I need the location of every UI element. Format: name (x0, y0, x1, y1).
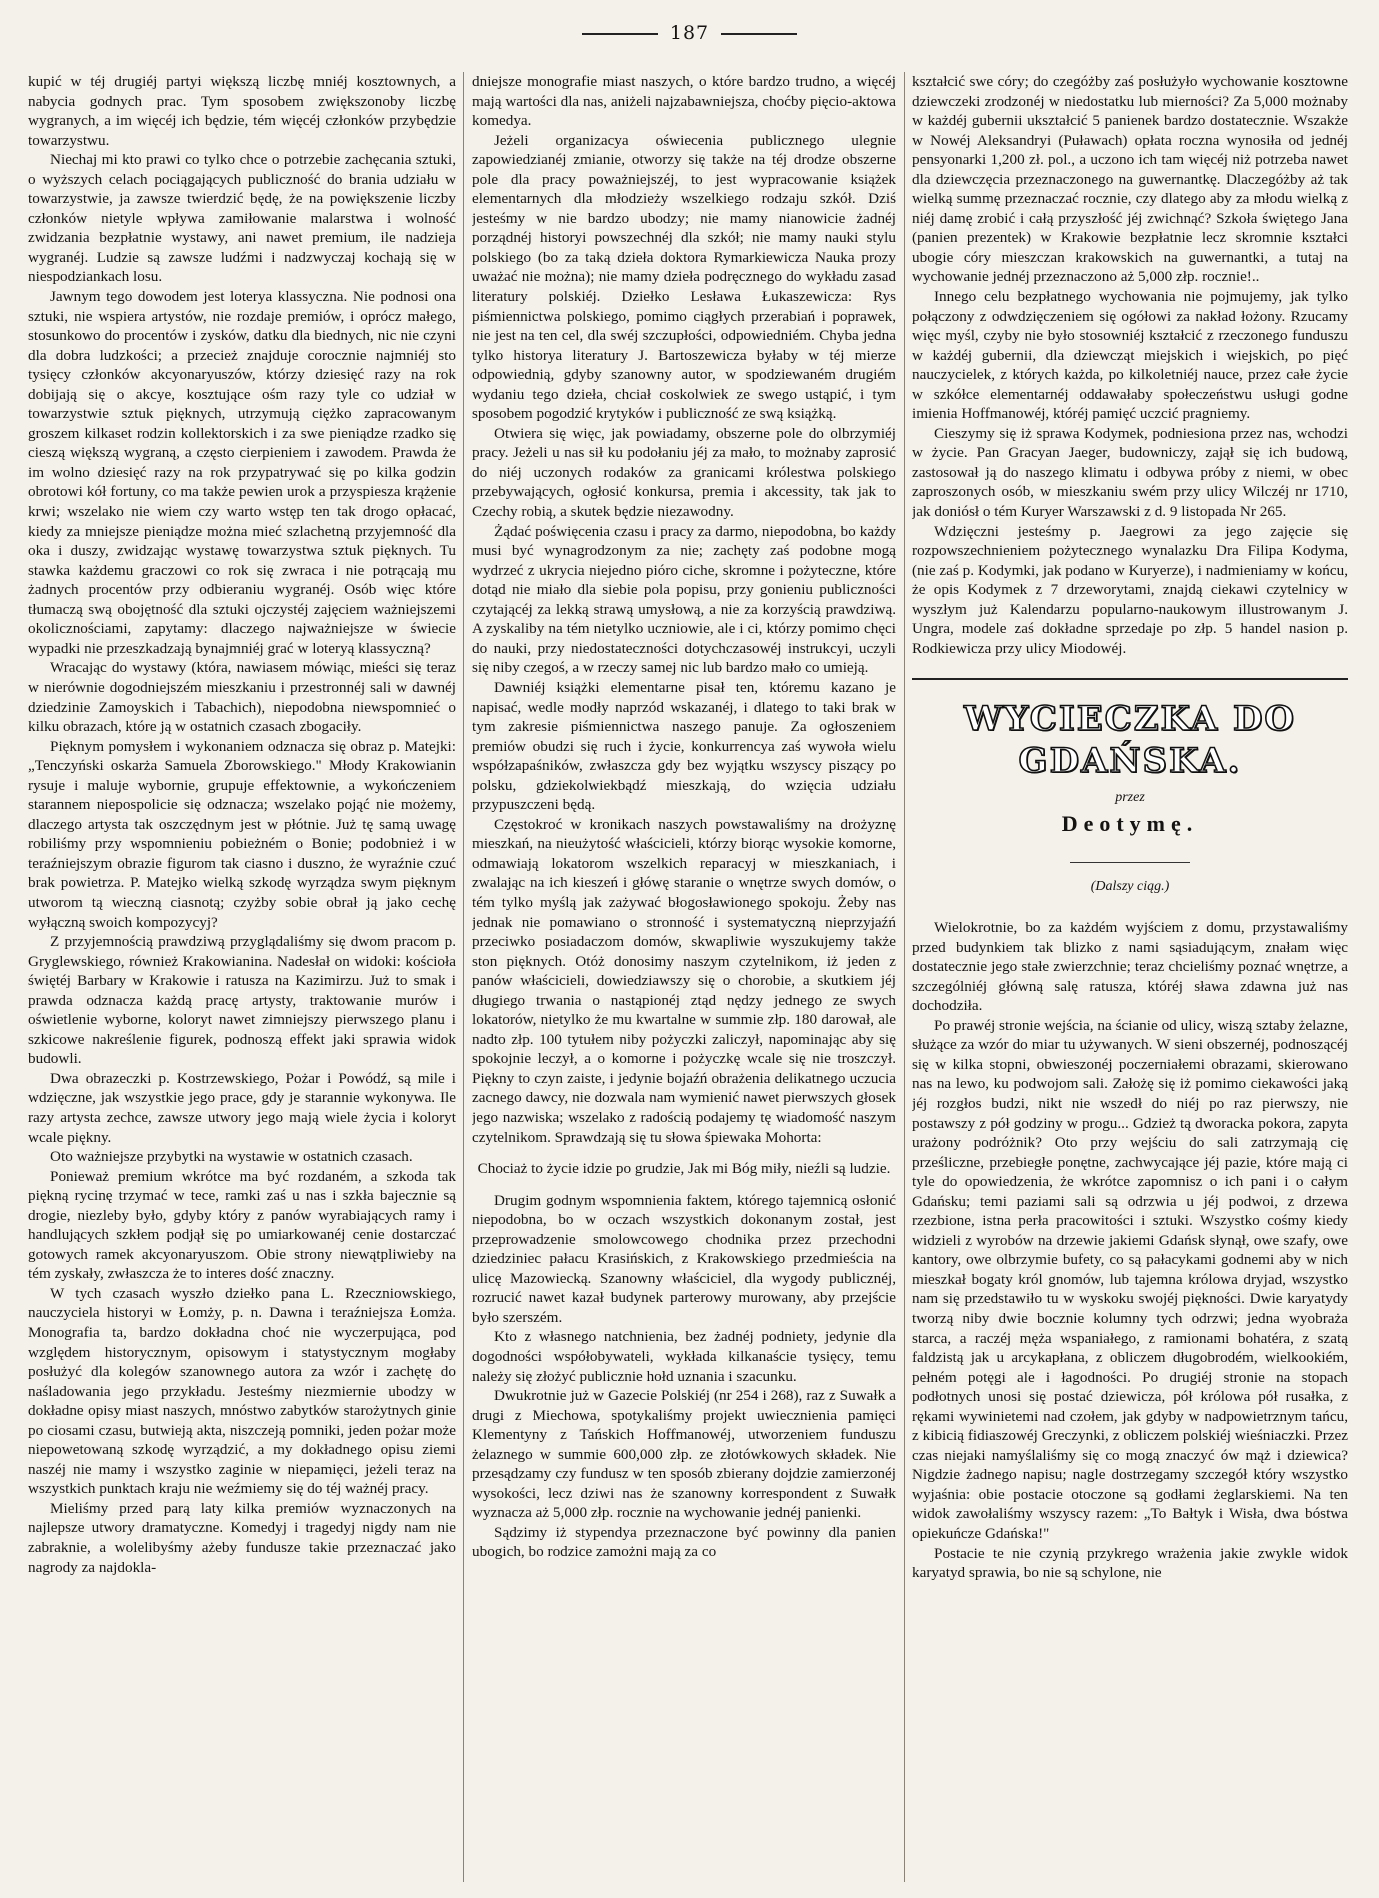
paragraph: Cieszymy się iż sprawa Kodymek, podniesiona przez nas, wchodzi w życie. Pan Gracyan Jaeger, budowniczy, zajął się ich budową, zastosował ją do naszego klimatu i odbywa próby z niemi, w obec zaproszonych osób, w mieszkaniu swém przy ulicy Wilczéj nr 1710, jak doniósł o tém Kuryer Warszawski z d. 9 listopada Nr 265. (912, 424, 1348, 521)
paragraph: Kto z własnego natchnienia, bez żadnéj podniety, jedynie dla dogodności współobywateli, wykłada kilkanaście tysięcy, temu należy się złożyć publicznie hołd uznania i szacunku. (472, 1328, 896, 1385)
paragraph: Jawnym tego dowodem jest loterya klassyczna. Nie podnosi ona sztuki, nie wspiera artystów, nie rozdaje premiów, i oprócz małego, stosunkowo do procentów i zysków, datku dla biednych, nic nie czyni dla dobra ludzkości; a przecież znajduje corocznie najmniéj sto tysięcy członków akcyonaryuszów, którzy dziesięć razy na rok dobijają się o akcye, kosztujące ośm razy tyle co udział w towarzystwie sztuk pięknych, utrzymują ciężko zapracowanym groszem kilkaset rodzin kollektorskich i za swe pieniądze rzadko się cieszą większą wygraną, a często cierpieniem i zawodem. Prawda że im wolno dziesięć razy na rok przypatrywać się po kilka godzin obrotowi kół fortuny, co ma także pewien urok a przyspiesza krążenie krwi; wszelako nie wiem czy warto wstęp ten tak drogo opłacać, kiedy za mniejsze pieniądze można mieć szlachetną przyjemność dla oka i duszy, zwidzając wystawę towarzystwa sztuk pięknych. Tu stawka każdemu graczowi co rok się zwraca i nie potrącają mu żadnych procentów przy odbieraniu wygranéj. Osób więc które tłumaczą swą obojętność dla sztuki ojczystéj zajęciem ważniejszemi okolicznościami, zapytamy: dlaczego najważniejsze w świecie wypadki nie przeszkadzają bynajmniéj grać w loteryą klassyczną? (28, 288, 456, 657)
article-title: WYCIECZKA DO GDAŃSKA. (963, 699, 1297, 782)
continued-note: (Dalszy ciąg.) (1090, 878, 1170, 894)
paragraph: kształcić swe córy; do czegóżby zaś posłużyło wychowanie kosztowne dziewczeki zrodzonéj w niedostatku lub mierności? Za 5,000 możnaby w każdéj gubernii ukształcić 5 panienek bardzo dostatecznie. Wszakże w Nowéj Aleksandryi (Puławach) opłata roczna wynosiła od jednéj pensyonarki 1,200 zł. pol., a uczono ich tam więcéj niż potrzeba nawet dla dziewczęcia przeznaczonego na guwernantkę. Dlaczegóżby aż tak wielką summę przeznaczać rocznie, czy dlatego aby za młodu wielką z niéj damę zrobić i całą przyszłość jéj zwichnąć? Szkoła świętego Jana (panien prezentek) w Krakowie bezpłatnie lecz skromnie kształci ubogie córy mieszczan krakowskich na guwernantki, a tutaj na wychowanie jednéj przeznaczono aż 5,000 złp. rocznie!.. (912, 73, 1348, 286)
paragraph: Żądać poświęcenia czasu i pracy za darmo, niepodobna, bo każdy musi być wynagrodzonym za nie; zachęty zaś podobne mogą wydrzeć z ukrycia niejedno pióro ciche, skromne i pożyteczne, które dotąd nie miało dla siebie pola popisu, przy gonieniu publiczności czytającéj za lekką strawą umysłową, a nie za korzyścią prawdziwą. A zyskaliby na tém nietylko uczniowie, ale i ci, którzy pomimo chęci do nauki, przy niedostateczności dotychczasowéj instrukcyi, uczyli się niby czegoś, a w rzeczy samej nic lub bardzo mało co umieją. (472, 522, 896, 677)
paragraph: Ponieważ premium wkrótce ma być rozdaném, a szkoda tak piękną rycinę trzymać w tece, ramki zaś u nas i szkła bajecznie są drogie, niezleby było, gdyby który z panów wyrabiających ramy i handlujących szkłem podjął się po umiarkowanéj cenie dostarczać gotowych ramek akcyonaryuszom. Obie strony niewątpliwieby na tém zyskały, zwłaszcza że to interes dość znaczny. (28, 1167, 456, 1283)
paragraph: Pięknym pomysłem i wykonaniem odznacza się obraz p. Matejki: „Tenczyński oskarża Samuela Zborowskiego." Młody Krakowianin rysuje i maluje wybornie, grupuje effektownie, a wykończeniem starannem niepospolicie się odznacza; wszelako pojąć nie możemy, dlaczego artysta tak oszczędnym jest w płótnie. Już tę samą uwagę robiliśmy przy wspomnieniu pobieżném o Bonie; podobnież i w teraźniejszym obrazie figurom tak ciasno i duszno, że wyraźnie czuć brak powietrza. P. Matejko wielką szkodę wyrządza swym pięknym utworom tą wieczną ciasnotą; czyżby sobie obrał ją jako cechę wyłączną swoich kompozycyj? (28, 737, 456, 931)
paragraph: Dwa obrazeczki p. Kostrzewskiego, Pożar i Powódź, są mile i wdzięczne, jak wszystkie jego prace, gdy je starannie wykonywa. Ile razy artysta zechce, zawsze utwory jego mają wiele życia i koloryt wcale piękny. (28, 1069, 456, 1146)
paragraph: Mieliśmy przed parą laty kilka premiów wyznaczonych na najlepsze utwory dramatyczne. Komedyj i tragedyj nigdy nam nie zabraknie, a wolelibyśmy ażeby fundusze takie przeznaczać jako nagrody za najdokla- (28, 1499, 456, 1576)
column-2 (472, 72, 896, 1882)
article-byline: przez (1115, 790, 1145, 806)
header-rule-right (721, 33, 797, 35)
paragraph: dniejsze monografie miast naszych, o które bardzo trudno, a więcéj mają wartości dla nas, aniżeli najzabawniejsza, choćby pięcio-aktowa komedya. (472, 73, 896, 130)
paragraph: Postacie te nie czynią przykrego wrażenia jakie zwykle widok karyatyd sprawia, bo nie są schylone, nie (912, 1544, 1348, 1582)
paragraph: kupić w téj drugiéj partyi większą liczbę mniéj kosztownych, a nabycia godnych prac. Tym sposobem zwiększonoby liczbę wygranych, a im więcéj ich będzie, tém więcéj członków przybędzie towarzystwu. (28, 73, 456, 149)
paragraph: Z przyjemnością prawdziwą przyglądaliśmy się dwom pracom p. Gryglewskiego, również Krakowianina. Nadesłał on widoki: kościoła świętéj Barbary w Krakowie i ratusza na Kazimirzu. Już to smak i prawda odznacza każdą pracę artysty, traktowanie murów i oświetlenie wyborne, koloryt nawet zimniejszy pierwszego planu i szkicowe nakreślenie figurek, podnoszą effekt jaki sprawia widok budowli. (28, 933, 456, 1068)
paragraph: Jeżeli organizacya oświecenia publicznego ulegnie zapowiedzianéj zmianie, otworzy się także na téj drodze obszerne pole dla pracy poważniejszéj, to jest wypracowanie książek elementarnych dla młodzieży wszelkiego rodzaju szkół. Dziś jesteśmy w nie bardzo ubodzy; nie mamy nianowicie żadnéj porządnéj historyi powszechnéj dla szkół; nie mamy nauki stylu polskiego (bo za taką dzieła doktora Rymarkiewicza Nauka prozy uważać nie można); nie mamy dzieła podręcznego do wykładu zasad literatury polskiéj. Dziełko Lesława Łukaszewicza: Rys piśmiennictwa polskiego, pomimo ciągłych przerabiań i poprawek, nie jest na ten cel, dla swéj szczupłości, odpowiedniém. Chyba jedna tylko historya literatury J. Bartoszewicza byłaby w téj mierze odpowiednią, gdyby szanowny autor, w spodziewaném drugiém wydaniu tego dzieła, chciał coskolwiek ze swego ustąpić, i tym sposobem pogodzić krytyków i publiczność ze swą książką. (472, 131, 896, 423)
paragraph: Dawniéj książki elementarne pisał ten, któremu kazano je napisać, wedle modły naprzód wskazanéj, i dlatego to taki brak w tym zakresie piśmiennictwa naszego panuje. Za ogłoszeniem premiów obudzi się ruch i życie, konkurrencya zaś wywoła wielu współzapaśników, zwłaszcza gdy bez wyjątku wszyscy piszący po polsku, gdziekolwiekbądź mieszkają, do wzięcia udziału przypuszczeni będą. (472, 678, 896, 814)
paragraph: Niechaj mi kto prawi co tylko chce o potrzebie zachęcania sztuki, o wyższych celach pociągających publiczność do brania udziału w towarzystwie, ja zawsze twierdzić będę, że na powiększenie liczby członków nietyle wpływa zamiłowanie malarstwa i wolność zwidzania bezpłatnie wystawy, ani nawet premium, ile nadzieja wygranéj. Ludzie są zawsze ludźmi i nadzwyczaj kochają się w niespodziankach losu. (28, 151, 456, 286)
page-number-header (0, 22, 1379, 44)
header-rule-left (582, 33, 658, 35)
verse-quote: Chociaż to życie idzie po grudzie, Jak mi Bóg miły, nieźli są ludzie. (477, 1160, 891, 1178)
section-divider (912, 678, 1348, 680)
page-number: 187 (669, 22, 710, 44)
column-3 (912, 72, 1348, 1882)
paragraph: Otwiera się więc, jak powiadamy, obszerne pole do olbrzymiéj pracy. Jeżeli u nas sił ku podołaniu jéj za mało, to możnaby zaprosić do niéj uczonych rodaków za granicami królestwa polskiego przebywających, ogłosić konkursa, premia i akcessity, tak jak to Czechy robią, a skutek będzie niezawodny. (472, 424, 896, 521)
column-1 (28, 72, 456, 1882)
paragraph: Dwukrotnie już w Gazecie Polskiéj (nr 254 i 268), raz z Suwałk a drugi z Miechowa, spotykaliśmy projekt uwiecznienia pamięci Klementyny z Tańskich Hoffmanowéj, utworzeniem funduszu żelaznego w summie 600,000 złp. ze złotówkowych składek. Nie przesądzamy czy fundusz w ten sposób zbierany dojdzie zamierzonéj wysokości, lecz dziwi nas że szanowny korrespondent z Suwałk wyznacza aż 5,000 złp. rocznie na wychowanie jednéj panienki. (472, 1387, 896, 1522)
paragraph: Sądzimy iż stypendya przeznaczone być powinny dla panien ubogich, bo rodzice zamożni mają za co (472, 1523, 896, 1561)
paragraph: Innego celu bezpłatnego wychowania nie pojmujemy, jak tylko połączony z odwdzięczeniem się ogółowi za nakład łożony. Rzucamy więc myśl, czyby nie było stosowniéj kształcić z rzeczonego funduszu w każdéj gubernii, dla dziewcząt miejskich i wiejskich, po pięć nauczycielek, z których każda, po kilkoletniéj nauce, przez całe życie w szkółce elementarnéj oddawałaby społeczeństwu usługi godne imienia Hoffmanowéj, któréj pamięć uczcić pragniemy. (912, 288, 1348, 423)
column-divider (463, 72, 464, 1882)
paragraph: Wdzięczni jesteśmy p. Jaegrowi za jego zajęcie się rozpowszechnieniem pożytecznego wynalazku Dra Filipa Kodyma, (nie zaś p. Kodymki, jak podano w Kuryerze), i nadmieniamy w końcu, że opis Kodymek z 7 drzeworytami, znajdą ciekawi czytelnicy w wyszłym już Kalendarzu popularno-naukowym illustrowanym J. Ungra, modele zaś dokładne sprzedaje po złp. 5 handel nasion p. Rodkiewicza przy ulicy Miodowéj. (912, 522, 1348, 657)
article-author: Deotymę. (1061, 810, 1199, 836)
paragraph: Wracając do wystawy (która, nawiasem mówiąc, mieści się teraz w nierównie dogodniejszém mieszkaniu i przestronnéj sali w dawnéj dziedzinie Zamoyskich i Tabachich), niepodobna niewspomnieć o kilku obrazach, które ją w ostatnich czasach zbogaciły. (28, 659, 456, 736)
paragraph: Wielokrotnie, bo za każdém wyjściem z domu, przystawaliśmy przed budynkiem tak blizko z nami sąsiadującym, znałam więc dostatecznie jego stałe zwierzchnie; teraz chcieliśmy poznać wnętrze, a szczególniéj główną salę ratusza, któréj sława zdawna już nas dochodziła. (912, 919, 1348, 1015)
paragraph: Oto ważniejsze przybytki na wystawie w ostatnich czasach. (50, 1148, 413, 1166)
paragraph: Po prawéj stronie wejścia, na ścianie od ulicy, wiszą sztaby żelazne, służące za wzór do miar tu używanych. W sieni obszernéj, podnoszącéj się w kilka stopni, obwieszonéj poczerniałemi obrazami, skierowano nas na lewo, ku podwojom sali. Założę się iż pomimo ciekawości jaką jéj rozgłos budzi, nikt nie wszedł do niéj po raz pierwszy, nie postawszy z pół godziny w progu... Gdzież tą dworacka pokora, zapyta urażony podróżnik? Oto przy wejściu do sali zatrzymają cię prześliczne, przebiegłe ponętne, zachwycające jéj pazie, które mają ci tyle do opowiedzenia, że wkrótce zapomnisz o ich pani i o całym Gdańsku; temi paziami sali są odrzwia u jéj podwoi, z drzewa rzezbione, istna perła pracowitości i sztuki. Wszystko cośmy kiedy widzieli z wyrobów na drzewie jakiemi Gdańsk słynął, owe szafy, owe kantory, owe olbrzymie bufety, co są pałacykami godnemi aby w nich mieszkał bogaty król gnomów, lub tajemna królowa dryjad, wszystko nam się przedstawiło tu w wyskoku swojéj piękności. Dwie karyatydy tworzą niby dwie bocznie kolumny tych odrzwi; jedna wyobraża starca, a raczéj męża wspaniałego, z ramionami bohatéra, z szatą faldzistą jak u arcykapłana, z obliczem długobrodém, wielkookiém, pełném potęgi ale i łagodności. Po drugiéj stronie na stopach podłotnych unosi się postać dziewicza, pół królowa pół rusałka, z rękami wywinietemi nad czołem, jak gdyby w nadpowietrznym tańcu, z kibicią fidiaszowéj Greczynki, z obliczem polskiéj wieśniaczki. Przez czas niejaki namyślaliśmy się co mogą znaczyć ów mąż i dziewica? Nigdzie żadnego napisu; nagle dostrzegamy szczegół który wszystko wyjaśnia: obie postacie otoczone są godłami żeglarskiemi. Na ten widok zawołaliśmy wszyscy razem: „To Bałtyk i Wisła, dwa bóstwa opiekuńcze Gdańska!" (912, 1016, 1348, 1542)
paragraph: Drugim godnym wspomnienia faktem, którego tajemnicą osłonić niepodobna, bo w oczach wszystkich dokonanym został, jest przeprowadzenie smolowcowego chodnika przez przechodni dziedziniec pałacu Krasińskich, z Krakowskiego przedmieścia na ulicę Mazowiecką. Szanowny właściciel, dla wygody publicznéj, rozrucić nawet kazał budynek parterowy murowany, aby przejście było szerszém. (472, 1191, 896, 1326)
paragraph: Częstokroć w kronikach naszych powstawaliśmy na drożyznę mieszkań, na nieużytość właścicieli, którzy biorąc wysokie komorne, odmawiają lokatorom wszelkich reparacyj w mieszkaniach, i zwalając na ich kieszeń i główę staranie o wnętrze swych domów, o tém tylko myślą jak zażywać błogosławionego spokoju. Żeby nas jednak nie pomawiano o stronność i systematyczną nieprzyjaźń przeciwko posiadaczom domów, skwapliwie wyszukujemy także ston pięknych. Otóż donosimy naszym czytelnikom, iż jeden z panów właścicieli, dowiedziawszy się o chorobie, a skutkiem jéj długiego trwania o nastąpionéj ztąd nędzy jednego ze swych lokatorów, nietylko że mu kwartalne w summie złp. 180 darował, ale nadto złp. 100 tytułem niby pożyczki zaliczył, napominając aby się spokojnie leczył, a o komorne i pożyczkę wcale się nie troszczył. Piękny to czyn zaiste, i jedynie bojaźń obrażenia delikatnego uczucia zacnego dawcy, nie dozwala nam wymienić nawet pierwszych głosek jego nazwiska; wszelako z radością podajemy tę wiadomość naszym czytelnikom. Sprawdzają się tu słowa śpiewaka Mohorta: (472, 815, 896, 1146)
paragraph: W tych czasach wyszło dziełko pana L. Rzeczniowskiego, nauczyciela historyi w Łomży, p. n. Dawna i teraźniejsza Łomża. Monografia ta, bardzo dokładna choć nie wyczerpująca, pod względem historycznym, opisowym i statystycznym mogłaby posłużyć dla kolegów szanownego autora za wzór i zachętę do naśladowania jego przykładu. Jesteśmy niezmiernie ubodzy w dokładne opisy miast naszych, mnóstwo zabytków starożytnych ginie po ciosami czasu, butwieją akta, niszczeją pomniki, jeden pożar może niepowetowaną szkodę wyrządzić, a my dokładnego opisu ziemi naszéj nie mamy i wszystko zaginie w niepamięci, jeżeli teraz na wszystkich punktach kraju nie weźmiemy się do téj ważnéj pracy. (28, 1284, 456, 1498)
short-divider (1070, 862, 1190, 863)
column-divider (904, 72, 905, 1882)
